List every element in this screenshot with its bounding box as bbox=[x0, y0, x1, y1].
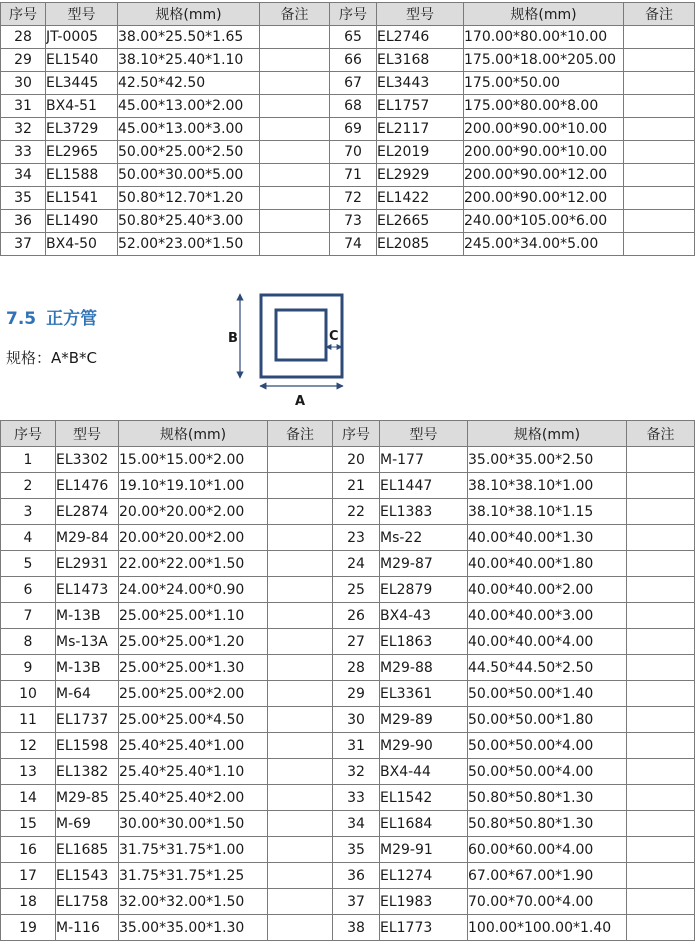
cell-note bbox=[268, 785, 333, 811]
top-table-body bbox=[1, 26, 695, 256]
cell-spec: 50.80*12.70*1.20 bbox=[118, 187, 260, 210]
cell-note bbox=[627, 525, 695, 551]
cell-seq: 73 bbox=[330, 210, 377, 233]
cell-seq: 25 bbox=[333, 577, 380, 603]
cell-spec: 38.10*38.10*1.15 bbox=[468, 499, 627, 525]
cell-seq: 17 bbox=[1, 863, 56, 889]
cell-spec: 45.00*13.00*2.00 bbox=[118, 95, 260, 118]
cell-model: EL2931 bbox=[56, 551, 119, 577]
cell-seq: 28 bbox=[333, 655, 380, 681]
table-row bbox=[1, 473, 695, 499]
table-row bbox=[1, 889, 695, 915]
cell-seq: 5 bbox=[1, 551, 56, 577]
cell-model: Ms-13A bbox=[56, 629, 119, 655]
cell-spec: 38.00*25.50*1.65 bbox=[118, 26, 260, 49]
table-row bbox=[1, 837, 695, 863]
cell-spec: 245.00*34.00*5.00 bbox=[464, 233, 624, 256]
cell-model: EL1758 bbox=[56, 889, 119, 915]
cell-model: M29-91 bbox=[380, 837, 468, 863]
cell-seq: 33 bbox=[1, 141, 46, 164]
cell-model: M29-85 bbox=[56, 785, 119, 811]
table-row bbox=[1, 187, 695, 210]
cell-note bbox=[624, 72, 695, 95]
cell-note bbox=[260, 49, 330, 72]
cell-note bbox=[260, 141, 330, 164]
cell-model: EL2117 bbox=[377, 118, 464, 141]
cell-spec: 50.80*50.80*1.30 bbox=[468, 785, 627, 811]
header-spec: 规格(mm) bbox=[119, 421, 268, 447]
table-row bbox=[1, 210, 695, 233]
table-row bbox=[1, 26, 695, 49]
cell-note bbox=[627, 655, 695, 681]
cell-model: EL1757 bbox=[377, 95, 464, 118]
cell-model: EL1983 bbox=[380, 889, 468, 915]
cell-spec: 40.00*40.00*4.00 bbox=[468, 629, 627, 655]
cell-spec: 50.00*30.00*5.00 bbox=[118, 164, 260, 187]
cell-seq: 68 bbox=[330, 95, 377, 118]
cell-note bbox=[627, 733, 695, 759]
square-tube-spec-table bbox=[0, 420, 695, 941]
header-spec: 规格(mm) bbox=[468, 421, 627, 447]
cell-model: EL2665 bbox=[377, 210, 464, 233]
cell-note bbox=[624, 210, 695, 233]
table-row bbox=[1, 525, 695, 551]
cell-note bbox=[627, 785, 695, 811]
cell-spec: 175.00*50.00 bbox=[464, 72, 624, 95]
cell-seq: 20 bbox=[333, 447, 380, 473]
cell-note bbox=[260, 95, 330, 118]
header-seq: 序号 bbox=[1, 3, 46, 26]
cell-note bbox=[624, 233, 695, 256]
cell-spec: 25.00*25.00*4.50 bbox=[119, 707, 268, 733]
cell-note bbox=[268, 863, 333, 889]
cell-seq: 11 bbox=[1, 707, 56, 733]
cell-note bbox=[260, 233, 330, 256]
header-model: 型号 bbox=[380, 421, 468, 447]
cell-model: EL1422 bbox=[377, 187, 464, 210]
cell-note bbox=[627, 447, 695, 473]
cell-model: EL3361 bbox=[380, 681, 468, 707]
cell-spec: 50.00*50.00*4.00 bbox=[468, 759, 627, 785]
cell-spec: 31.75*31.75*1.25 bbox=[119, 863, 268, 889]
cell-note bbox=[268, 889, 333, 915]
header-row bbox=[1, 3, 695, 26]
header-note: 备注 bbox=[627, 421, 695, 447]
cell-spec: 52.00*23.00*1.50 bbox=[118, 233, 260, 256]
cell-seq: 38 bbox=[333, 915, 380, 941]
cell-model: BX4-43 bbox=[380, 603, 468, 629]
top-table-header bbox=[1, 3, 695, 26]
cell-model: EL2965 bbox=[46, 141, 118, 164]
cell-seq: 8 bbox=[1, 629, 56, 655]
cell-spec: 40.00*40.00*1.30 bbox=[468, 525, 627, 551]
cell-seq: 36 bbox=[1, 210, 46, 233]
table-row bbox=[1, 72, 695, 95]
cell-seq: 32 bbox=[333, 759, 380, 785]
cell-note bbox=[627, 889, 695, 915]
header-seq: 序号 bbox=[1, 421, 56, 447]
header-seq: 序号 bbox=[333, 421, 380, 447]
cell-spec: 50.00*50.00*1.40 bbox=[468, 681, 627, 707]
cell-seq: 31 bbox=[1, 95, 46, 118]
cell-seq: 32 bbox=[1, 118, 46, 141]
cell-seq: 71 bbox=[330, 164, 377, 187]
cell-note bbox=[260, 118, 330, 141]
cell-model: M29-88 bbox=[380, 655, 468, 681]
cell-seq: 30 bbox=[1, 72, 46, 95]
cell-model: EL2746 bbox=[377, 26, 464, 49]
cell-spec: 50.80*25.40*3.00 bbox=[118, 210, 260, 233]
cell-model: EL1685 bbox=[56, 837, 119, 863]
cell-spec: 45.00*13.00*3.00 bbox=[118, 118, 260, 141]
header-spec: 规格(mm) bbox=[118, 3, 260, 26]
cell-spec: 50.00*50.00*4.00 bbox=[468, 733, 627, 759]
cell-spec: 22.00*22.00*1.50 bbox=[119, 551, 268, 577]
label-a: A bbox=[295, 394, 306, 409]
cell-seq: 18 bbox=[1, 889, 56, 915]
cell-model: EL2085 bbox=[377, 233, 464, 256]
cell-note bbox=[268, 811, 333, 837]
cell-model: M-13B bbox=[56, 603, 119, 629]
cell-model: M-177 bbox=[380, 447, 468, 473]
cell-seq: 6 bbox=[1, 577, 56, 603]
cell-seq: 15 bbox=[1, 811, 56, 837]
cell-spec: 25.00*25.00*1.10 bbox=[119, 603, 268, 629]
cell-note bbox=[624, 95, 695, 118]
cell-seq: 12 bbox=[1, 733, 56, 759]
cell-spec: 200.00*90.00*10.00 bbox=[464, 141, 624, 164]
cell-note bbox=[268, 707, 333, 733]
cell-model: BX4-51 bbox=[46, 95, 118, 118]
cell-seq: 22 bbox=[333, 499, 380, 525]
cell-seq: 26 bbox=[333, 603, 380, 629]
cell-model: EL1737 bbox=[56, 707, 119, 733]
cell-note bbox=[624, 141, 695, 164]
cell-model: EL2874 bbox=[56, 499, 119, 525]
cell-model: EL1863 bbox=[380, 629, 468, 655]
cell-note bbox=[624, 49, 695, 72]
cell-note bbox=[627, 551, 695, 577]
cell-spec: 40.00*40.00*3.00 bbox=[468, 603, 627, 629]
cell-spec: 25.40*25.40*1.10 bbox=[119, 759, 268, 785]
cell-model: EL1274 bbox=[380, 863, 468, 889]
cell-model: EL3729 bbox=[46, 118, 118, 141]
label-b: B bbox=[228, 331, 238, 346]
cell-spec: 42.50*42.50 bbox=[118, 72, 260, 95]
section-heading bbox=[6, 304, 97, 329]
cell-note bbox=[268, 759, 333, 785]
table-row bbox=[1, 655, 695, 681]
header-seq: 序号 bbox=[330, 3, 377, 26]
table-row bbox=[1, 863, 695, 889]
cell-spec: 44.50*44.50*2.50 bbox=[468, 655, 627, 681]
cell-model: EL3445 bbox=[46, 72, 118, 95]
cell-model: EL3443 bbox=[377, 72, 464, 95]
cell-spec: 67.00*67.00*1.90 bbox=[468, 863, 627, 889]
table-row bbox=[1, 164, 695, 187]
cell-note bbox=[624, 26, 695, 49]
cell-spec: 50.80*50.80*1.30 bbox=[468, 811, 627, 837]
cell-note bbox=[627, 837, 695, 863]
cell-seq: 67 bbox=[330, 72, 377, 95]
cell-seq: 37 bbox=[333, 889, 380, 915]
cell-note bbox=[624, 187, 695, 210]
cell-seq: 31 bbox=[333, 733, 380, 759]
cell-note bbox=[260, 187, 330, 210]
table-row bbox=[1, 49, 695, 72]
header-model: 型号 bbox=[46, 3, 118, 26]
cell-model: EL1490 bbox=[46, 210, 118, 233]
cell-spec: 170.00*80.00*10.00 bbox=[464, 26, 624, 49]
table-row bbox=[1, 233, 695, 256]
cell-model: EL1684 bbox=[380, 811, 468, 837]
cell-model: EL1382 bbox=[56, 759, 119, 785]
cell-spec: 38.10*25.40*1.10 bbox=[118, 49, 260, 72]
cell-note bbox=[268, 577, 333, 603]
cell-spec: 60.00*60.00*4.00 bbox=[468, 837, 627, 863]
cell-seq: 29 bbox=[333, 681, 380, 707]
cell-model: BX4-50 bbox=[46, 233, 118, 256]
cell-note bbox=[627, 577, 695, 603]
cell-spec: 31.75*31.75*1.00 bbox=[119, 837, 268, 863]
cell-note bbox=[627, 863, 695, 889]
header-note: 备注 bbox=[260, 3, 330, 26]
cell-seq: 19 bbox=[1, 915, 56, 941]
cell-seq: 36 bbox=[333, 863, 380, 889]
inner-square bbox=[276, 310, 326, 360]
cell-seq: 34 bbox=[1, 164, 46, 187]
cell-seq: 35 bbox=[333, 837, 380, 863]
section-number: 7.5 bbox=[6, 309, 37, 329]
cell-seq: 16 bbox=[1, 837, 56, 863]
cell-note bbox=[268, 837, 333, 863]
cell-seq: 65 bbox=[330, 26, 377, 49]
cell-note bbox=[268, 499, 333, 525]
label-c: C bbox=[329, 329, 339, 344]
cell-spec: 24.00*24.00*0.90 bbox=[119, 577, 268, 603]
cell-spec: 20.00*20.00*2.00 bbox=[119, 499, 268, 525]
cell-spec: 20.00*20.00*2.00 bbox=[119, 525, 268, 551]
cell-seq: 37 bbox=[1, 233, 46, 256]
cell-spec: 25.40*25.40*2.00 bbox=[119, 785, 268, 811]
cell-spec: 25.00*25.00*1.20 bbox=[119, 629, 268, 655]
cell-note bbox=[627, 681, 695, 707]
cell-model: EL1541 bbox=[46, 187, 118, 210]
cell-model: EL1540 bbox=[46, 49, 118, 72]
cell-spec: 40.00*40.00*1.80 bbox=[468, 551, 627, 577]
cell-spec: 70.00*70.00*4.00 bbox=[468, 889, 627, 915]
bottom-table-body bbox=[1, 447, 695, 941]
cell-spec: 30.00*30.00*1.50 bbox=[119, 811, 268, 837]
cell-seq: 30 bbox=[333, 707, 380, 733]
cell-note bbox=[268, 733, 333, 759]
cell-spec: 25.00*25.00*2.00 bbox=[119, 681, 268, 707]
cell-seq: 66 bbox=[330, 49, 377, 72]
cell-model: M-13B bbox=[56, 655, 119, 681]
cell-note bbox=[624, 118, 695, 141]
cell-spec: 50.00*25.00*2.50 bbox=[118, 141, 260, 164]
cell-model: Ms-22 bbox=[380, 525, 468, 551]
cell-note bbox=[260, 210, 330, 233]
section-title: 正方管 bbox=[46, 309, 98, 329]
cell-model: EL1543 bbox=[56, 863, 119, 889]
cell-model: EL1542 bbox=[380, 785, 468, 811]
cell-spec: 175.00*80.00*8.00 bbox=[464, 95, 624, 118]
table-row bbox=[1, 447, 695, 473]
cell-note bbox=[268, 603, 333, 629]
cell-seq: 2 bbox=[1, 473, 56, 499]
cell-note bbox=[627, 915, 695, 941]
cell-seq: 14 bbox=[1, 785, 56, 811]
cell-seq: 27 bbox=[333, 629, 380, 655]
cell-seq: 34 bbox=[333, 811, 380, 837]
cell-model: M-64 bbox=[56, 681, 119, 707]
table-row bbox=[1, 141, 695, 164]
cell-spec: 200.00*90.00*10.00 bbox=[464, 118, 624, 141]
cell-seq: 35 bbox=[1, 187, 46, 210]
header-spec: 规格(mm) bbox=[464, 3, 624, 26]
cell-note bbox=[268, 655, 333, 681]
cell-seq: 9 bbox=[1, 655, 56, 681]
table-row bbox=[1, 915, 695, 941]
cell-model: EL1588 bbox=[46, 164, 118, 187]
table-row bbox=[1, 707, 695, 733]
cell-note bbox=[260, 26, 330, 49]
cell-note bbox=[627, 707, 695, 733]
cell-seq: 24 bbox=[333, 551, 380, 577]
cell-model: EL2879 bbox=[380, 577, 468, 603]
cell-spec: 38.10*38.10*1.00 bbox=[468, 473, 627, 499]
cell-note bbox=[627, 499, 695, 525]
cell-spec: 100.00*100.00*1.40 bbox=[468, 915, 627, 941]
cell-note bbox=[260, 72, 330, 95]
cell-note bbox=[624, 164, 695, 187]
table-row bbox=[1, 759, 695, 785]
cell-seq: 21 bbox=[333, 473, 380, 499]
table-row bbox=[1, 785, 695, 811]
cell-note bbox=[260, 164, 330, 187]
cell-seq: 28 bbox=[1, 26, 46, 49]
cell-spec: 32.00*32.00*1.50 bbox=[119, 889, 268, 915]
header-note: 备注 bbox=[268, 421, 333, 447]
cell-model: EL1447 bbox=[380, 473, 468, 499]
cell-note bbox=[627, 473, 695, 499]
cell-spec: 50.00*50.00*1.80 bbox=[468, 707, 627, 733]
cell-spec: 40.00*40.00*2.00 bbox=[468, 577, 627, 603]
header-model: 型号 bbox=[377, 3, 464, 26]
cell-model: EL1473 bbox=[56, 577, 119, 603]
cell-spec: 175.00*18.00*205.00 bbox=[464, 49, 624, 72]
cell-seq: 10 bbox=[1, 681, 56, 707]
header-note: 备注 bbox=[624, 3, 695, 26]
cell-note bbox=[268, 681, 333, 707]
cell-note bbox=[627, 759, 695, 785]
spec-format-label: 规格：A*B*C bbox=[6, 349, 98, 367]
cell-spec: 200.00*90.00*12.00 bbox=[464, 164, 624, 187]
cell-spec: 240.00*105.00*6.00 bbox=[464, 210, 624, 233]
table-row bbox=[1, 733, 695, 759]
cell-seq: 70 bbox=[330, 141, 377, 164]
cell-model: M-69 bbox=[56, 811, 119, 837]
cell-seq: 69 bbox=[330, 118, 377, 141]
cell-seq: 33 bbox=[333, 785, 380, 811]
table-row bbox=[1, 118, 695, 141]
cell-model: EL1383 bbox=[380, 499, 468, 525]
cell-spec: 19.10*19.10*1.00 bbox=[119, 473, 268, 499]
cell-spec: 25.40*25.40*1.00 bbox=[119, 733, 268, 759]
cell-note bbox=[627, 629, 695, 655]
table-row bbox=[1, 551, 695, 577]
cell-model: M-116 bbox=[56, 915, 119, 941]
cell-model: EL1598 bbox=[56, 733, 119, 759]
cell-spec: 200.00*90.00*12.00 bbox=[464, 187, 624, 210]
cell-model: JT-0005 bbox=[46, 26, 118, 49]
cell-model: EL2929 bbox=[377, 164, 464, 187]
cell-seq: 23 bbox=[333, 525, 380, 551]
table-row bbox=[1, 603, 695, 629]
cell-seq: 1 bbox=[1, 447, 56, 473]
cell-seq: 29 bbox=[1, 49, 46, 72]
cell-model: EL3302 bbox=[56, 447, 119, 473]
cell-spec: 35.00*35.00*1.30 bbox=[119, 915, 268, 941]
cell-model: EL3168 bbox=[377, 49, 464, 72]
header-row bbox=[1, 421, 695, 447]
cell-seq: 13 bbox=[1, 759, 56, 785]
table-row bbox=[1, 577, 695, 603]
cell-note bbox=[627, 811, 695, 837]
square-tube-diagram bbox=[220, 285, 360, 410]
cell-model: M29-84 bbox=[56, 525, 119, 551]
cell-note bbox=[627, 603, 695, 629]
cell-note bbox=[268, 473, 333, 499]
cell-model: BX4-44 bbox=[380, 759, 468, 785]
cell-note bbox=[268, 915, 333, 941]
cell-note bbox=[268, 551, 333, 577]
cell-note bbox=[268, 447, 333, 473]
header-model: 型号 bbox=[56, 421, 119, 447]
table-row bbox=[1, 95, 695, 118]
cell-seq: 72 bbox=[330, 187, 377, 210]
top-spec-table bbox=[0, 2, 695, 256]
cell-model: M29-90 bbox=[380, 733, 468, 759]
cell-spec: 15.00*15.00*2.00 bbox=[119, 447, 268, 473]
table-row bbox=[1, 499, 695, 525]
cell-note bbox=[268, 629, 333, 655]
cell-spec: 25.00*25.00*1.30 bbox=[119, 655, 268, 681]
cell-spec: 35.00*35.00*2.50 bbox=[468, 447, 627, 473]
cell-note bbox=[268, 525, 333, 551]
cell-seq: 7 bbox=[1, 603, 56, 629]
table-row bbox=[1, 629, 695, 655]
bottom-table-header bbox=[1, 421, 695, 447]
table-row bbox=[1, 811, 695, 837]
cell-seq: 74 bbox=[330, 233, 377, 256]
table-row bbox=[1, 681, 695, 707]
cell-seq: 3 bbox=[1, 499, 56, 525]
cell-model: EL1773 bbox=[380, 915, 468, 941]
cell-model: M29-87 bbox=[380, 551, 468, 577]
cell-model: EL1476 bbox=[56, 473, 119, 499]
cell-seq: 4 bbox=[1, 525, 56, 551]
cell-model: M29-89 bbox=[380, 707, 468, 733]
cell-model: EL2019 bbox=[377, 141, 464, 164]
